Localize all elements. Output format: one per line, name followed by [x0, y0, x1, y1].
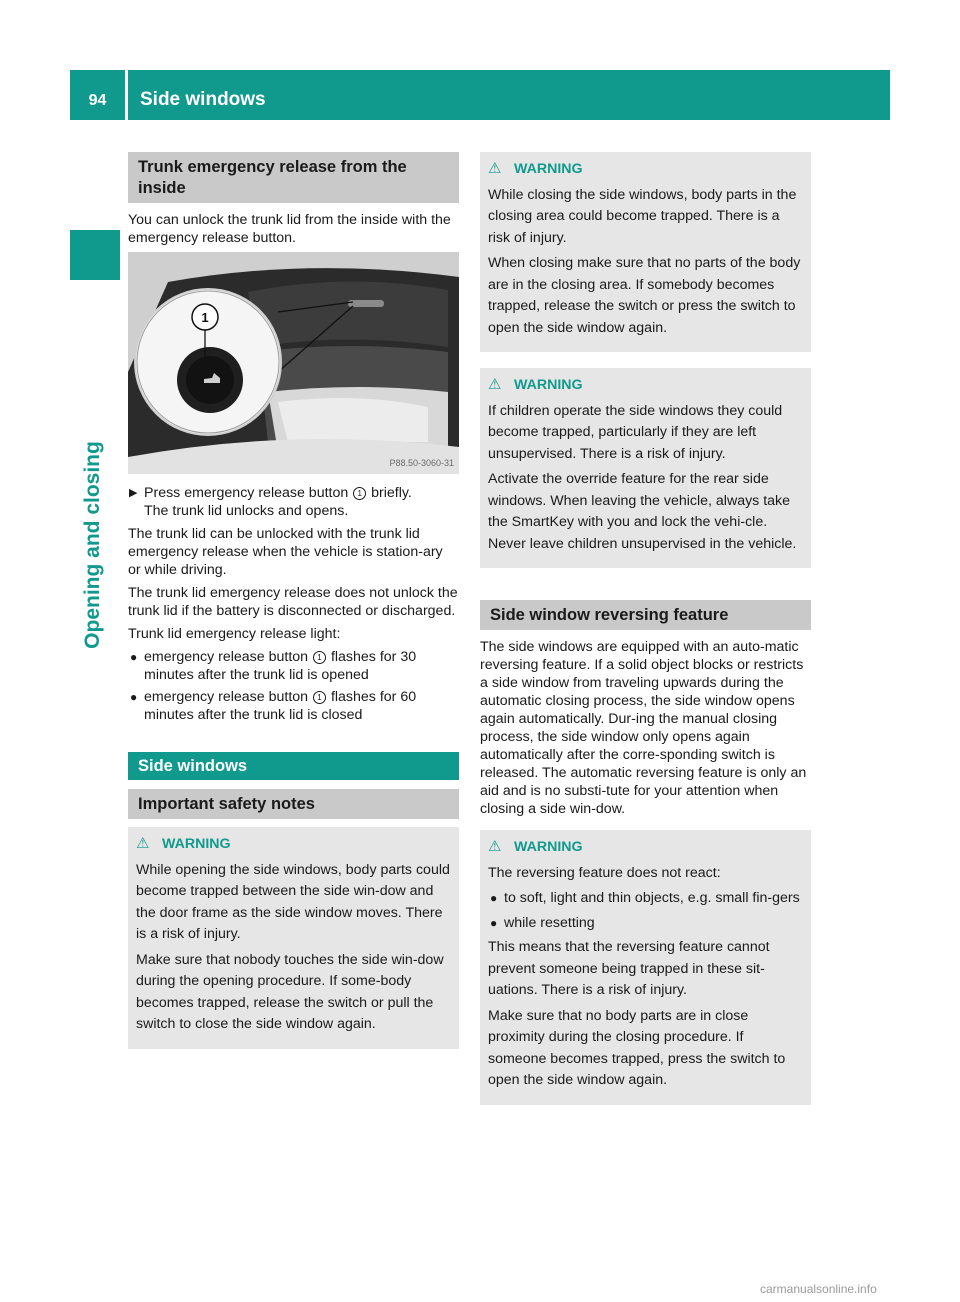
bullet-icon: ●	[130, 650, 138, 664]
bullet-icon: ●	[490, 915, 498, 930]
bullet-text-after: flashes for 60 minutes after the trunk lid is closed	[144, 689, 417, 723]
figure-code: P88.50-3060-31	[389, 458, 454, 468]
warning-triangle-icon: ⚠	[488, 160, 502, 177]
page-number: 94	[88, 92, 107, 109]
warning-text: While opening the side windows, body parts could become trapped between the side win-dow and the door frame as the side window moves. There is a risk of injury.	[136, 861, 450, 942]
bullet-text-before: emergency release button	[144, 649, 312, 665]
step-arrow-icon: ▶	[129, 487, 138, 499]
step-result: The trunk lid unlocks and opens.	[144, 503, 349, 519]
warning-box	[480, 368, 811, 568]
reversing-feature-para: The side windows are equipped with an auto-matic reversing feature. If a solid object blocks or restricts a side window from traveling upwards during the automatic closing process, the side window opens again automatically. Dur-ing the manual closing process, the side window only opens again automatically after the corre-sponding switch is released. The automatic reversing feature is only an aid and is no substi-tute for your attention when closing a side win-dow.	[480, 639, 807, 817]
bullet-text-before: emergency release button	[144, 689, 312, 705]
warning-title: WARNING	[514, 377, 583, 393]
trunk-para-2: The trunk lid emergency release does not unlock the trunk lid if the battery is disconnected or discharged.	[128, 585, 458, 619]
watermark: carmanualsonline.info	[760, 1282, 877, 1296]
important-safety-notes-heading: Important safety notes	[128, 789, 459, 819]
side-tab-block	[70, 230, 120, 280]
bullet-text: while resetting	[504, 914, 595, 931]
warning-box	[480, 830, 811, 1105]
bullet-icon: ●	[130, 690, 138, 704]
left-column	[128, 152, 459, 1065]
bullet-icon: ●	[490, 891, 498, 905]
warning-text: If children operate the side windows they could become trapped, particularly if they are left unsupervised. There is a risk of injury.	[488, 402, 783, 462]
list-item	[488, 913, 803, 935]
warning-text: Activate the override feature for the rear side windows. When leaving the vehicle, always take the SmartKey with you and lock the vehi-cle. Never leave children unsupervised in the vehicle.	[488, 471, 797, 552]
warning-triangle-icon: ⚠	[488, 838, 502, 855]
warning-text: The reversing feature does not react:	[488, 864, 721, 881]
header-divider	[125, 70, 128, 120]
callout-1-icon: 1	[313, 651, 326, 664]
trunk-para-3: Trunk lid emergency release light:	[128, 626, 341, 642]
warning-text: This means that the reversing feature cannot prevent someone being trapped in these sit-uations. There is a risk of injury.	[488, 939, 770, 998]
list-item	[128, 688, 459, 724]
header-title: Side windows	[140, 89, 266, 110]
callout-1-icon: 1	[353, 487, 366, 500]
warning-triangle-icon: ⚠	[488, 376, 502, 393]
bullet-text: to soft, light and thin objects, e.g. small fin-gers	[504, 890, 800, 906]
trunk-release-intro: You can unlock the trunk lid from the inside with the emergency release button.	[128, 212, 451, 246]
list-item	[128, 648, 459, 684]
reversing-feature-heading: Side window reversing feature	[480, 600, 811, 630]
side-tab-label: Opening and closing	[81, 441, 104, 649]
warning-title: WARNING	[514, 839, 583, 855]
warning-box	[128, 827, 459, 1049]
list-item	[488, 888, 803, 910]
step-text-before: Press emergency release button	[144, 485, 353, 501]
warning-triangle-icon: ⚠	[136, 835, 150, 852]
callout-1-icon: 1	[313, 691, 326, 704]
figure-callout-label: 1	[201, 310, 209, 325]
trunk-release-figure	[128, 252, 459, 474]
warning-box	[480, 152, 811, 352]
instruction-step	[128, 484, 459, 520]
step-text-after: briefly.	[367, 485, 412, 501]
warning-title: WARNING	[162, 836, 231, 852]
warning-text: While closing the side windows, body parts in the closing area could become trapped. There is a risk of injury.	[488, 186, 797, 246]
warning-text: Make sure that nobody touches the side win-dow during the opening procedure. If some-body becomes trapped, release the switch or pull the switch to close the side window again.	[136, 951, 444, 1032]
trunk-release-heading: Trunk emergency release from the inside	[128, 152, 459, 203]
trunk-illustration	[128, 252, 459, 474]
side-windows-heading: Side windows	[128, 752, 459, 780]
bullet-text-after: flashes for 30 minutes after the trunk lid is opened	[144, 649, 417, 683]
warning-text: When closing make sure that no parts of the body are in the closing area. If somebody becomes trapped, release the switch or press the switch to open the side window again.	[488, 255, 801, 336]
trunk-para-1: The trunk lid can be unlocked with the trunk lid emergency release when the vehicle is station-ary or while driving.	[128, 526, 443, 578]
warning-text: Make sure that no body parts are in close proximity during the closing procedure. If someone becomes trapped, press the switch to open the side window again.	[488, 1007, 786, 1088]
warning-title: WARNING	[514, 161, 583, 177]
right-column	[480, 152, 811, 1121]
